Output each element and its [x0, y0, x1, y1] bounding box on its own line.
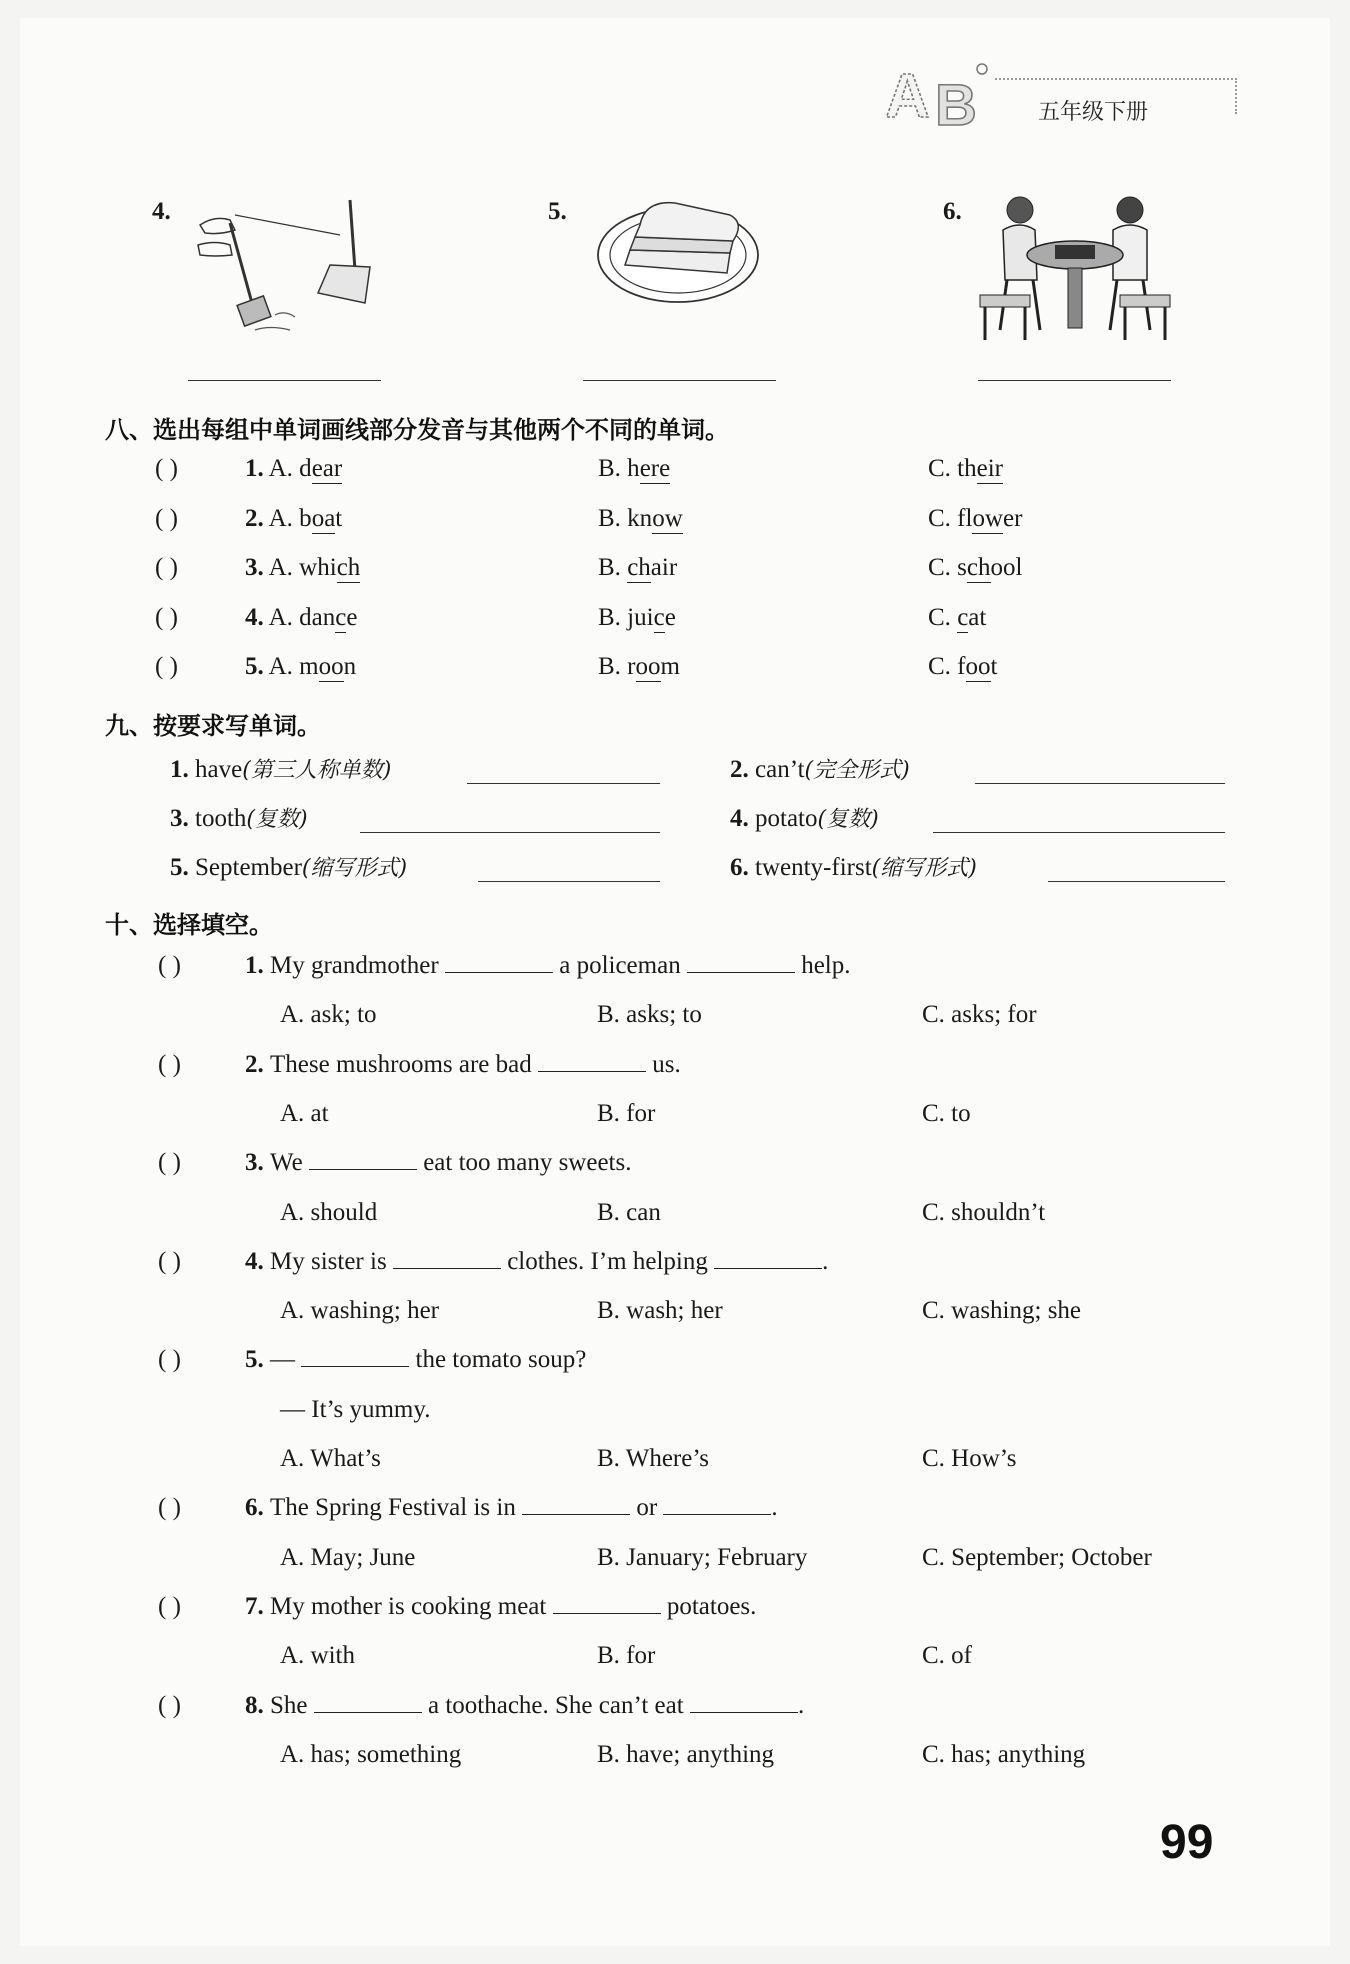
question-number: 5. — [170, 854, 195, 881]
option-prefix: A. d — [263, 455, 312, 482]
underlined-part: c — [653, 603, 665, 631]
option-prefix: A. whi — [263, 554, 337, 581]
answer-paren[interactable]: ( ) — [155, 455, 178, 482]
option-prefix: C. s — [928, 554, 967, 581]
write-word-item — [170, 802, 308, 833]
write-word-item — [170, 753, 391, 784]
bread-plate-icon — [595, 195, 765, 310]
broom-dustpan-icon — [190, 195, 380, 340]
underlined-part: ere — [639, 455, 671, 482]
option-b — [598, 604, 676, 632]
question-number: 2. — [245, 1050, 270, 1078]
question-number: 3. — [245, 1149, 270, 1177]
write-word-item — [730, 753, 910, 784]
question-row — [245, 1248, 828, 1276]
option-b: B. Where’s — [597, 1445, 710, 1472]
answer-line[interactable] — [1048, 881, 1225, 882]
answer-line-4[interactable] — [188, 380, 381, 381]
requirement-note: (缩写形式) — [301, 856, 408, 881]
option-prefix: C. th — [928, 455, 977, 482]
option-a: A. May; June — [280, 1543, 416, 1571]
requirement-note: (完全形式) — [804, 758, 910, 783]
answer-blank[interactable] — [445, 972, 553, 973]
option-a: A. ask; to — [280, 1001, 377, 1029]
question-number: 4. — [245, 1247, 270, 1275]
question-row — [245, 455, 342, 483]
question-number: 6. — [245, 1494, 270, 1522]
option-b: B. for — [597, 1642, 656, 1670]
underlined-part: ch — [336, 554, 361, 581]
option-b — [598, 455, 670, 483]
question-text: The Spring Festival is in — [270, 1494, 516, 1522]
question-number: 4. — [245, 603, 264, 631]
base-word: tooth — [195, 805, 247, 832]
option-b: B. for — [597, 1099, 656, 1127]
requirement-note: (复数) — [817, 807, 879, 832]
option-c: C. shouldn’t — [922, 1198, 1046, 1226]
children-playing-chess-icon — [975, 190, 1175, 350]
answer-paren[interactable]: ( ) — [158, 1592, 181, 1620]
requirement-note: (第三人称单数) — [242, 758, 392, 783]
answer-blank[interactable] — [522, 1514, 630, 1515]
answer-paren[interactable]: ( ) — [158, 1050, 181, 1078]
option-suffix: m — [660, 653, 680, 680]
underlined-part: ow — [972, 504, 1004, 532]
option-c — [928, 604, 986, 632]
option-prefix: A. b — [263, 504, 312, 532]
base-word: September — [195, 854, 302, 881]
underlined-part: ow — [652, 504, 683, 532]
option-c: C. to — [922, 1099, 971, 1127]
svg-text:A: A — [885, 62, 930, 131]
option-prefix: A. dan — [263, 603, 336, 631]
question-row — [245, 1692, 804, 1720]
underlined-part: ear — [311, 455, 343, 482]
option-b — [598, 505, 683, 533]
option-suffix: e — [664, 603, 676, 631]
answer-blank[interactable] — [690, 1712, 798, 1713]
answer-paren[interactable]: ( ) — [158, 952, 181, 979]
grade-label: 五年级下册 — [1038, 100, 1149, 125]
picture-number-4: 4. — [152, 198, 171, 225]
option-prefix: B. jui — [598, 603, 654, 631]
question-text: These mushrooms are bad — [270, 1050, 532, 1078]
option-b — [598, 554, 677, 582]
question-number: 4. — [730, 805, 755, 832]
option-c — [928, 505, 1022, 533]
question-text: She — [270, 1691, 308, 1719]
question-text: a toothache. She can’t eat — [428, 1691, 684, 1719]
option-b — [598, 653, 680, 681]
answer-paren[interactable]: ( ) — [158, 1691, 181, 1719]
answer-paren[interactable]: ( ) — [158, 1494, 181, 1522]
question-row — [245, 1051, 681, 1079]
option-suffix: e — [346, 603, 358, 631]
option-b: B. January; February — [597, 1543, 808, 1571]
question-number: 6. — [730, 854, 755, 881]
question-number: 8. — [245, 1691, 270, 1719]
option-suffix: t — [335, 504, 343, 532]
question-text: . — [822, 1247, 829, 1275]
option-b: B. wash; her — [597, 1297, 723, 1325]
question-row — [245, 653, 356, 681]
question-text: help. — [801, 952, 851, 979]
page-number: 99 — [1160, 1816, 1214, 1869]
question-row — [245, 554, 360, 582]
question-row — [245, 505, 342, 533]
question-text: We — [270, 1149, 303, 1177]
option-c: C. September; October — [922, 1543, 1152, 1571]
question-row — [245, 604, 358, 632]
write-word-item — [730, 851, 977, 882]
question-row — [245, 1494, 778, 1522]
question-text: My grandmother — [270, 952, 439, 979]
option-c — [928, 653, 997, 681]
underlined-part: oo — [635, 653, 661, 680]
requirement-note: (复数) — [246, 807, 308, 832]
base-word: twenty-first — [755, 854, 872, 881]
question-text: or — [636, 1494, 658, 1522]
requirement-note: (缩写形式) — [871, 856, 977, 881]
option-prefix: B. h — [598, 455, 640, 482]
option-b: B. can — [597, 1198, 661, 1226]
underlined-part: oo — [965, 653, 991, 680]
question-text: My sister is — [270, 1247, 387, 1275]
question-row — [245, 1593, 756, 1621]
option-b: B. have; anything — [597, 1740, 775, 1768]
question-number: 1. — [170, 756, 195, 783]
question-row — [245, 952, 851, 980]
option-c: C. asks; for — [922, 1001, 1037, 1029]
option-c — [928, 455, 1003, 483]
question-text: My mother is cooking meat — [270, 1592, 547, 1620]
option-a: A. with — [280, 1642, 355, 1670]
option-a: A. at — [280, 1099, 329, 1127]
base-word: have — [195, 756, 243, 783]
question-text: us. — [652, 1050, 681, 1078]
question-number: 1. — [245, 952, 270, 979]
answer-blank[interactable] — [301, 1366, 409, 1367]
option-suffix: er — [1003, 504, 1023, 532]
reply-line: — It’s yummy. — [280, 1395, 431, 1423]
option-a: A. washing; her — [280, 1297, 439, 1325]
option-prefix: A. m — [263, 653, 319, 680]
option-a: A. What’s — [280, 1445, 381, 1472]
picture-number-6: 6. — [943, 198, 962, 225]
answer-paren[interactable]: ( ) — [155, 554, 178, 581]
answer-blank[interactable] — [538, 1071, 646, 1072]
answer-blank[interactable] — [687, 972, 795, 973]
answer-blank[interactable] — [314, 1712, 422, 1713]
section-10-title: 十、选择填空。 — [105, 911, 273, 939]
question-number: 7. — [245, 1592, 270, 1620]
underlined-part: ch — [627, 554, 651, 581]
question-text: eat too many sweets. — [423, 1149, 632, 1177]
answer-paren[interactable]: ( ) — [155, 653, 178, 680]
question-number: 2. — [245, 504, 264, 532]
option-c: C. How’s — [922, 1445, 1017, 1472]
question-number: 1. — [245, 455, 264, 482]
question-text: . — [797, 1691, 805, 1719]
question-text: a policeman — [559, 952, 681, 979]
option-a: A. should — [280, 1198, 378, 1226]
underlined-part: eir — [976, 455, 1003, 482]
underlined-part: oa — [311, 504, 336, 532]
option-prefix: C. fl — [928, 504, 973, 532]
question-text: clothes. I’m helping — [507, 1247, 708, 1275]
option-c: C. washing; she — [922, 1297, 1082, 1325]
picture-number-5: 5. — [548, 198, 567, 225]
option-c: C. has; anything — [922, 1740, 1086, 1768]
answer-line[interactable] — [478, 881, 660, 882]
option-suffix: n — [343, 653, 357, 680]
answer-line-5[interactable] — [583, 380, 776, 381]
answer-blank[interactable] — [714, 1268, 822, 1269]
question-row — [245, 1149, 631, 1177]
question-text: . — [771, 1494, 778, 1522]
section-9-title: 九、按要求写单词。 — [105, 712, 321, 740]
option-c: C. of — [922, 1642, 972, 1670]
question-number: 3. — [170, 805, 195, 832]
section-8-title: 八、选出每组中单词画线部分发音与其他两个不同的单词。 — [105, 416, 729, 444]
answer-line[interactable] — [467, 783, 660, 784]
answer-blank[interactable] — [309, 1169, 417, 1170]
underlined-part: oo — [318, 653, 344, 680]
question-number: 3. — [245, 554, 264, 581]
answer-line[interactable] — [933, 832, 1225, 833]
option-prefix: C. f — [928, 653, 966, 680]
answer-paren[interactable]: ( ) — [155, 504, 178, 532]
question-number: 5. — [245, 653, 264, 680]
option-suffix: t — [990, 653, 998, 680]
underlined-part: c — [335, 603, 347, 631]
option-b: B. asks; to — [597, 1001, 702, 1029]
answer-line[interactable] — [360, 832, 660, 833]
underlined-part: c — [957, 603, 969, 631]
option-prefix: C. — [928, 603, 958, 631]
answer-blank[interactable] — [553, 1613, 661, 1614]
option-a: A. has; something — [280, 1740, 462, 1768]
write-word-item — [170, 851, 407, 882]
option-suffix: air — [650, 554, 678, 581]
option-c — [928, 554, 1022, 582]
question-row — [245, 1346, 586, 1374]
underlined-part: ch — [966, 554, 991, 581]
svg-text:B: B — [935, 73, 977, 135]
option-suffix: ool — [990, 554, 1023, 581]
answer-blank[interactable] — [663, 1514, 771, 1515]
question-text: potatoes. — [666, 1592, 757, 1620]
question-text: the tomato soup? — [415, 1346, 587, 1374]
answer-paren[interactable]: ( ) — [158, 1149, 181, 1177]
base-word: can’t — [755, 756, 805, 783]
question-number: 2. — [730, 756, 755, 783]
write-word-item — [730, 802, 879, 833]
question-number: 5. — [245, 1346, 270, 1374]
base-word: potato — [755, 805, 818, 832]
option-prefix: B. kn — [598, 504, 653, 532]
option-prefix: B. — [598, 554, 628, 581]
question-text: — — [270, 1346, 295, 1374]
answer-paren[interactable]: ( ) — [158, 1346, 181, 1374]
answer-paren[interactable]: ( ) — [155, 603, 178, 631]
answer-blank[interactable] — [393, 1268, 501, 1269]
answer-line[interactable] — [975, 783, 1225, 784]
answer-paren[interactable]: ( ) — [158, 1247, 181, 1275]
option-prefix: B. r — [598, 653, 636, 680]
answer-line-6[interactable] — [978, 380, 1171, 381]
option-suffix: at — [968, 603, 987, 631]
